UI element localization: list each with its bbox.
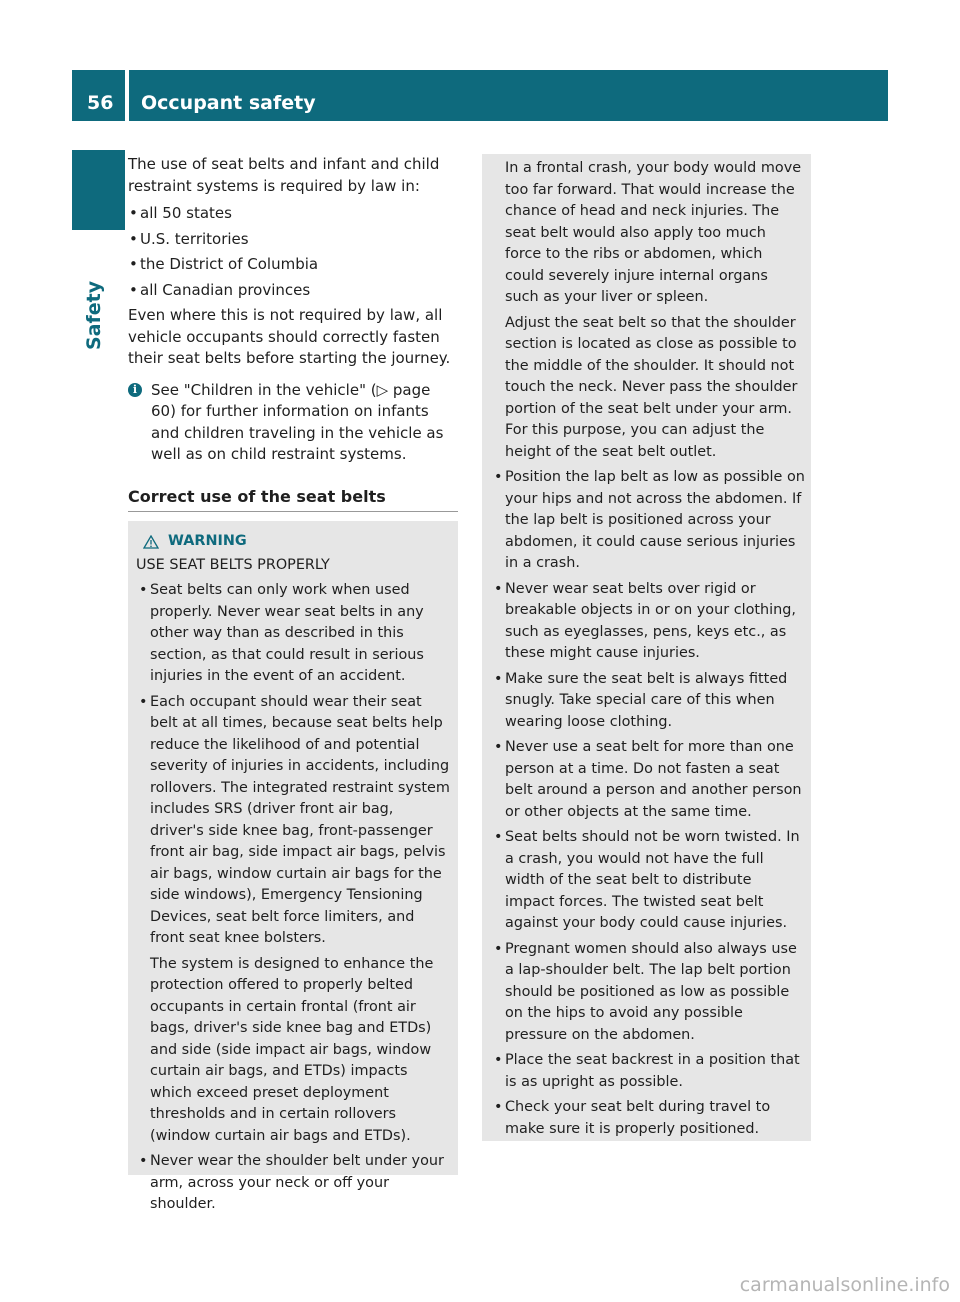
warning-title: WARNING: [168, 533, 247, 549]
info-note: [128, 380, 458, 466]
side-tab-label: Safety: [83, 280, 105, 350]
body-paragraph: Even where this is not required by law, all vehicle occupants should correctly fasten their seat belts before starting the journey.: [128, 306, 451, 367]
warning-item-text: • Never wear the shoulder belt under your arm, across your neck or off your shoulder.: [150, 1153, 444, 1212]
list-item: [136, 1151, 450, 1216]
intro-text: The use of seat belts and infant and child restraint systems is required by law in:: [128, 155, 440, 195]
list-item: • Seat belts should not be worn twisted. In a crash, you would not have the full width of the seat belt to distribute impact forces. The twisted seat belt against your body could cause injuries.: [488, 827, 805, 935]
left-column: [128, 154, 458, 512]
body-paragraph: In a frontal crash, your body would move too far forward. That would increase the chance of head and neck injuries. The seat belt would also apply too much force to the ribs or abdomen, which could severely injure internal organs such as your liver or spleen.: [505, 160, 802, 305]
list-item: • Never wear seat belts over rigid or breakable objects in or on your clothing, such as eyeglasses, pens, keys etc., as these might cause injuries.: [488, 579, 805, 665]
list-item: • Make sure the seat belt is always fitted snugly. Take special care of this when wearing loose clothing.: [488, 669, 805, 734]
list-item: • Check your seat belt during travel to make sure it is properly positioned.: [488, 1097, 805, 1140]
warning-box: [128, 521, 458, 1212]
page-number: 56: [72, 70, 125, 121]
warning-item-text: The system is designed to enhance the protection offered to properly belted occupants in certain frontal (front air bags, driver's side knee bag and ETDs) and side (side impact air bags, window curtain air bags, and ETDs) impacts which exceed preset deployment thresholds and in certain rollovers (window curtain air bags and ETDs).: [150, 955, 434, 1144]
warning-list: [136, 580, 450, 1216]
list-item: • Position the lap belt as low as possible on your hips and not across the abdomen. If the lap belt is positioned across your abdomen, it could cause serious injuries in a crash.: [488, 467, 805, 575]
list-item: • all Canadian provinces: [128, 280, 458, 302]
watermark: carmanualsonline.info: [739, 1274, 950, 1296]
list-item: • Place the seat backrest in a position that is as upright as possible.: [488, 1050, 805, 1093]
warning-triangle-icon: [143, 535, 159, 549]
side-tab-block: [72, 150, 125, 230]
list-item: • Never use a seat belt for more than one person at a time. Do not fasten a seat belt around a person and another person or other objects at the same time.: [488, 737, 805, 823]
instructions-list: [488, 467, 805, 1140]
info-icon: i: [128, 383, 142, 397]
warning-header: [143, 531, 450, 553]
info-text: See "Children in the vehicle" (▷ page 60) for further information on infants and children traveling in the vehicle as well as on child restraint systems.: [151, 380, 444, 463]
warning-item-text: • Each occupant should wear their seat belt at all times, because seat belts help reduce the likelihood of and potential severity of injuries in accidents, including rollovers. The integrated restraint system includes SRS (driver front air bag, driver's side knee bag, front-passenger front air bag, side impact air bags, pelvis air bags, window curtain air bags for the side windows), Emergency Tensioning Devices, seat belt force limiters, and front seat knee bolsters.: [150, 693, 450, 946]
page-title: Occupant safety: [129, 70, 888, 121]
section-heading: Correct use of the seat belts: [128, 486, 458, 513]
warning-item-text: • Seat belts can only work when used properly. Never wear seat belts in any other way than as described in this section, as that could result in serious injuries in the event of an accident.: [150, 582, 424, 684]
jurisdiction-list: [128, 203, 458, 301]
warning-subtitle: USE SEAT BELTS PROPERLY: [136, 556, 330, 573]
list-item: • the District of Columbia: [128, 254, 458, 276]
list-item: • U.S. territories: [128, 229, 458, 251]
list-item: [136, 580, 450, 688]
body-paragraph: Adjust the seat belt so that the shoulder section is located as close as possible to the middle of the shoulder. It should not touch the neck. Never pass the shoulder portion of the seat belt under your arm. For this purpose, you can adjust the height of the seat belt outlet.: [505, 314, 798, 460]
list-item: • Pregnant women should also always use a lap-shoulder belt. The lap belt portion should be positioned as low as possible on the hips to avoid any possible pressure on the abdomen.: [488, 939, 805, 1047]
list-item: [136, 692, 450, 1148]
list-item: • all 50 states: [128, 203, 458, 225]
right-column-box: [482, 154, 811, 1141]
